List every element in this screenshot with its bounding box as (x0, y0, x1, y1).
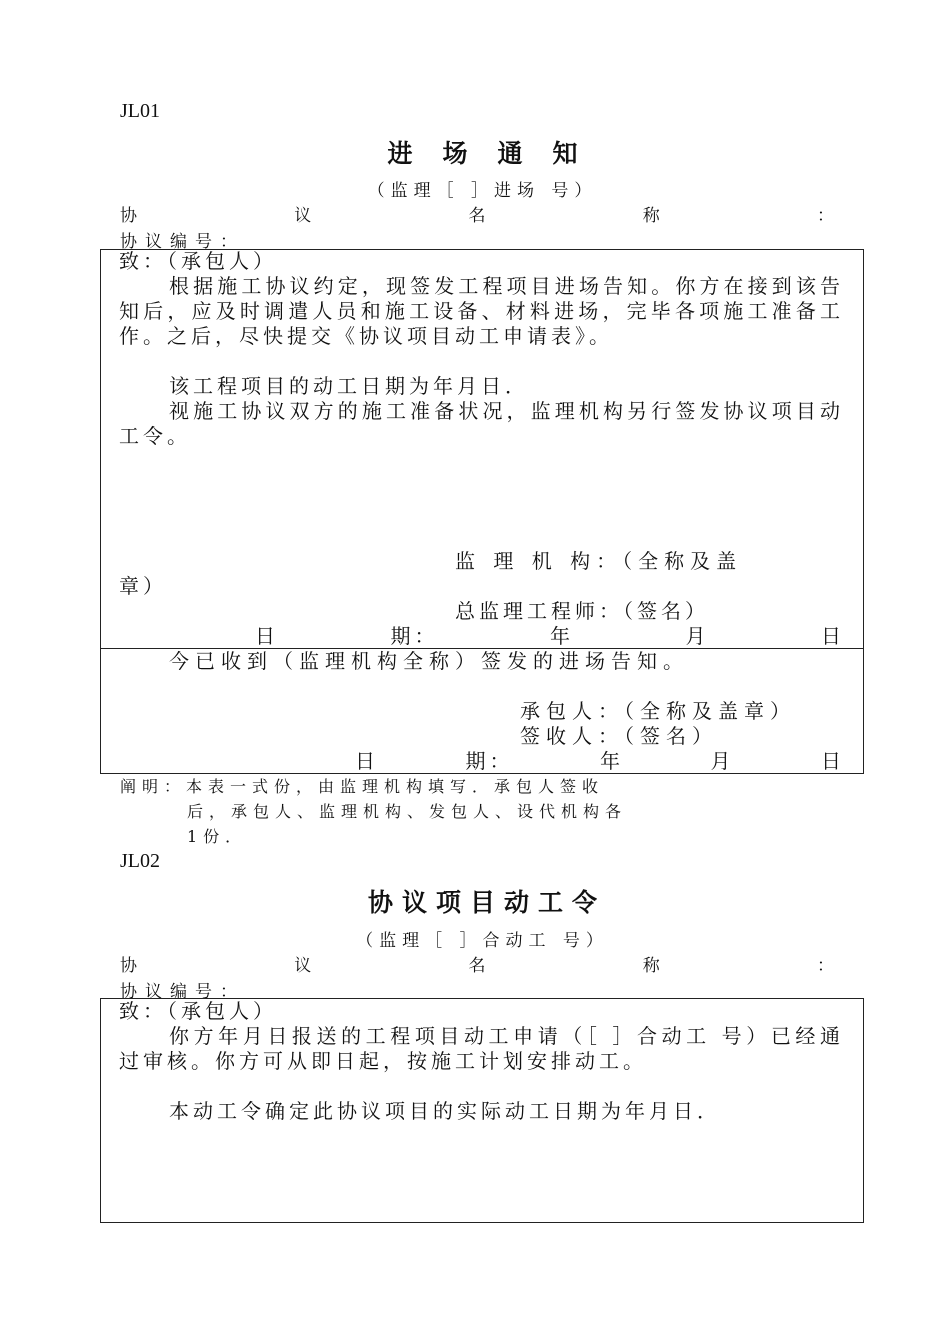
form-title: 进场通知 (387, 139, 608, 168)
note-line-2: 后，承包人、监理机构、发包人、设代机构各 (187, 802, 628, 821)
day-label: 日 (821, 624, 845, 648)
agreement-no-label: 协议编号： (120, 982, 245, 1002)
form-title: 协议项目动工令 (367, 888, 606, 917)
to-line: 致：（承包人） (119, 249, 277, 273)
form-code: JL02 (120, 850, 160, 872)
day-label: 日 (821, 749, 845, 773)
supervisor-org-sign: 监 理 机 构：（全称及盖 (455, 549, 743, 573)
to-line: 致：（承包人） (119, 999, 277, 1023)
sign-date (255, 624, 845, 649)
label-char: 议 (294, 956, 312, 976)
date-label: 日 (255, 624, 279, 648)
date-label: 期： (390, 624, 439, 648)
date-label: 期： (465, 749, 514, 773)
label-char: ： (817, 956, 834, 976)
label-char: 协 (120, 206, 137, 226)
month-label: 月 (685, 624, 710, 648)
notice-paragraph-3: 视施工协议双方的施工准备状况，监理机构另行签发协议项目动工令。 (119, 399, 844, 448)
month-label: 月 (710, 749, 735, 773)
form-code: JL01 (120, 100, 160, 122)
chief-engineer-sign: 总监理工程师：（签名） (455, 599, 709, 623)
receiver-sign: 签收人：（签名） (520, 724, 718, 748)
agreement-name-label (120, 951, 834, 976)
form-subtitle: （监理［ ］合动工 号） (356, 931, 609, 951)
agreement-name-label (120, 201, 834, 226)
label-char: 名 (468, 206, 486, 226)
label-char: 议 (294, 206, 312, 226)
order-paragraph-1: 你方年月日报送的工程项目动工申请（［ ］合动工 号）已经通过审核。你方可从即日起，按施工计划安排动工。 (119, 1024, 844, 1073)
label-char: ： (817, 206, 834, 226)
label-char: 名 (468, 956, 486, 976)
year-label: 年 (550, 624, 574, 648)
order-paragraph-2: 本动工令确定此协议项目的实际动工日期为年月日． (169, 1099, 721, 1123)
notice-paragraph-2: 该工程项目的动工日期为年月日． (169, 374, 529, 398)
agreement-no-label: 协议编号： (120, 232, 245, 252)
note-line-1: 阐明：本表一式份，由监理机构填写．承包人签收 (120, 777, 605, 796)
year-label: 年 (600, 749, 624, 773)
contractor-sign: 承包人：（全称及盖章） (520, 699, 796, 723)
label-char: 协 (120, 956, 137, 976)
receipt-text: 今已收到（监理机构全称）签发的进场告知。 (169, 649, 689, 673)
form-subtitle: （监理［ ］进场 号） (367, 181, 598, 201)
date-label: 日 (355, 749, 379, 773)
label-char: 称 (642, 956, 660, 976)
label-char: 称 (642, 206, 660, 226)
receipt-date (355, 749, 845, 774)
note-line-3: 1份． (187, 827, 248, 846)
supervisor-org-sign-cont: 章） (119, 574, 167, 598)
notice-paragraph-1: 根据施工协议约定，现签发工程项目进场告知。你方在接到该告知后，应及时调遣人员和施工设备、材料进场，完毕各项施工准备工作。之后，尽快提交《协议项目动工申请表》。 (119, 274, 844, 348)
